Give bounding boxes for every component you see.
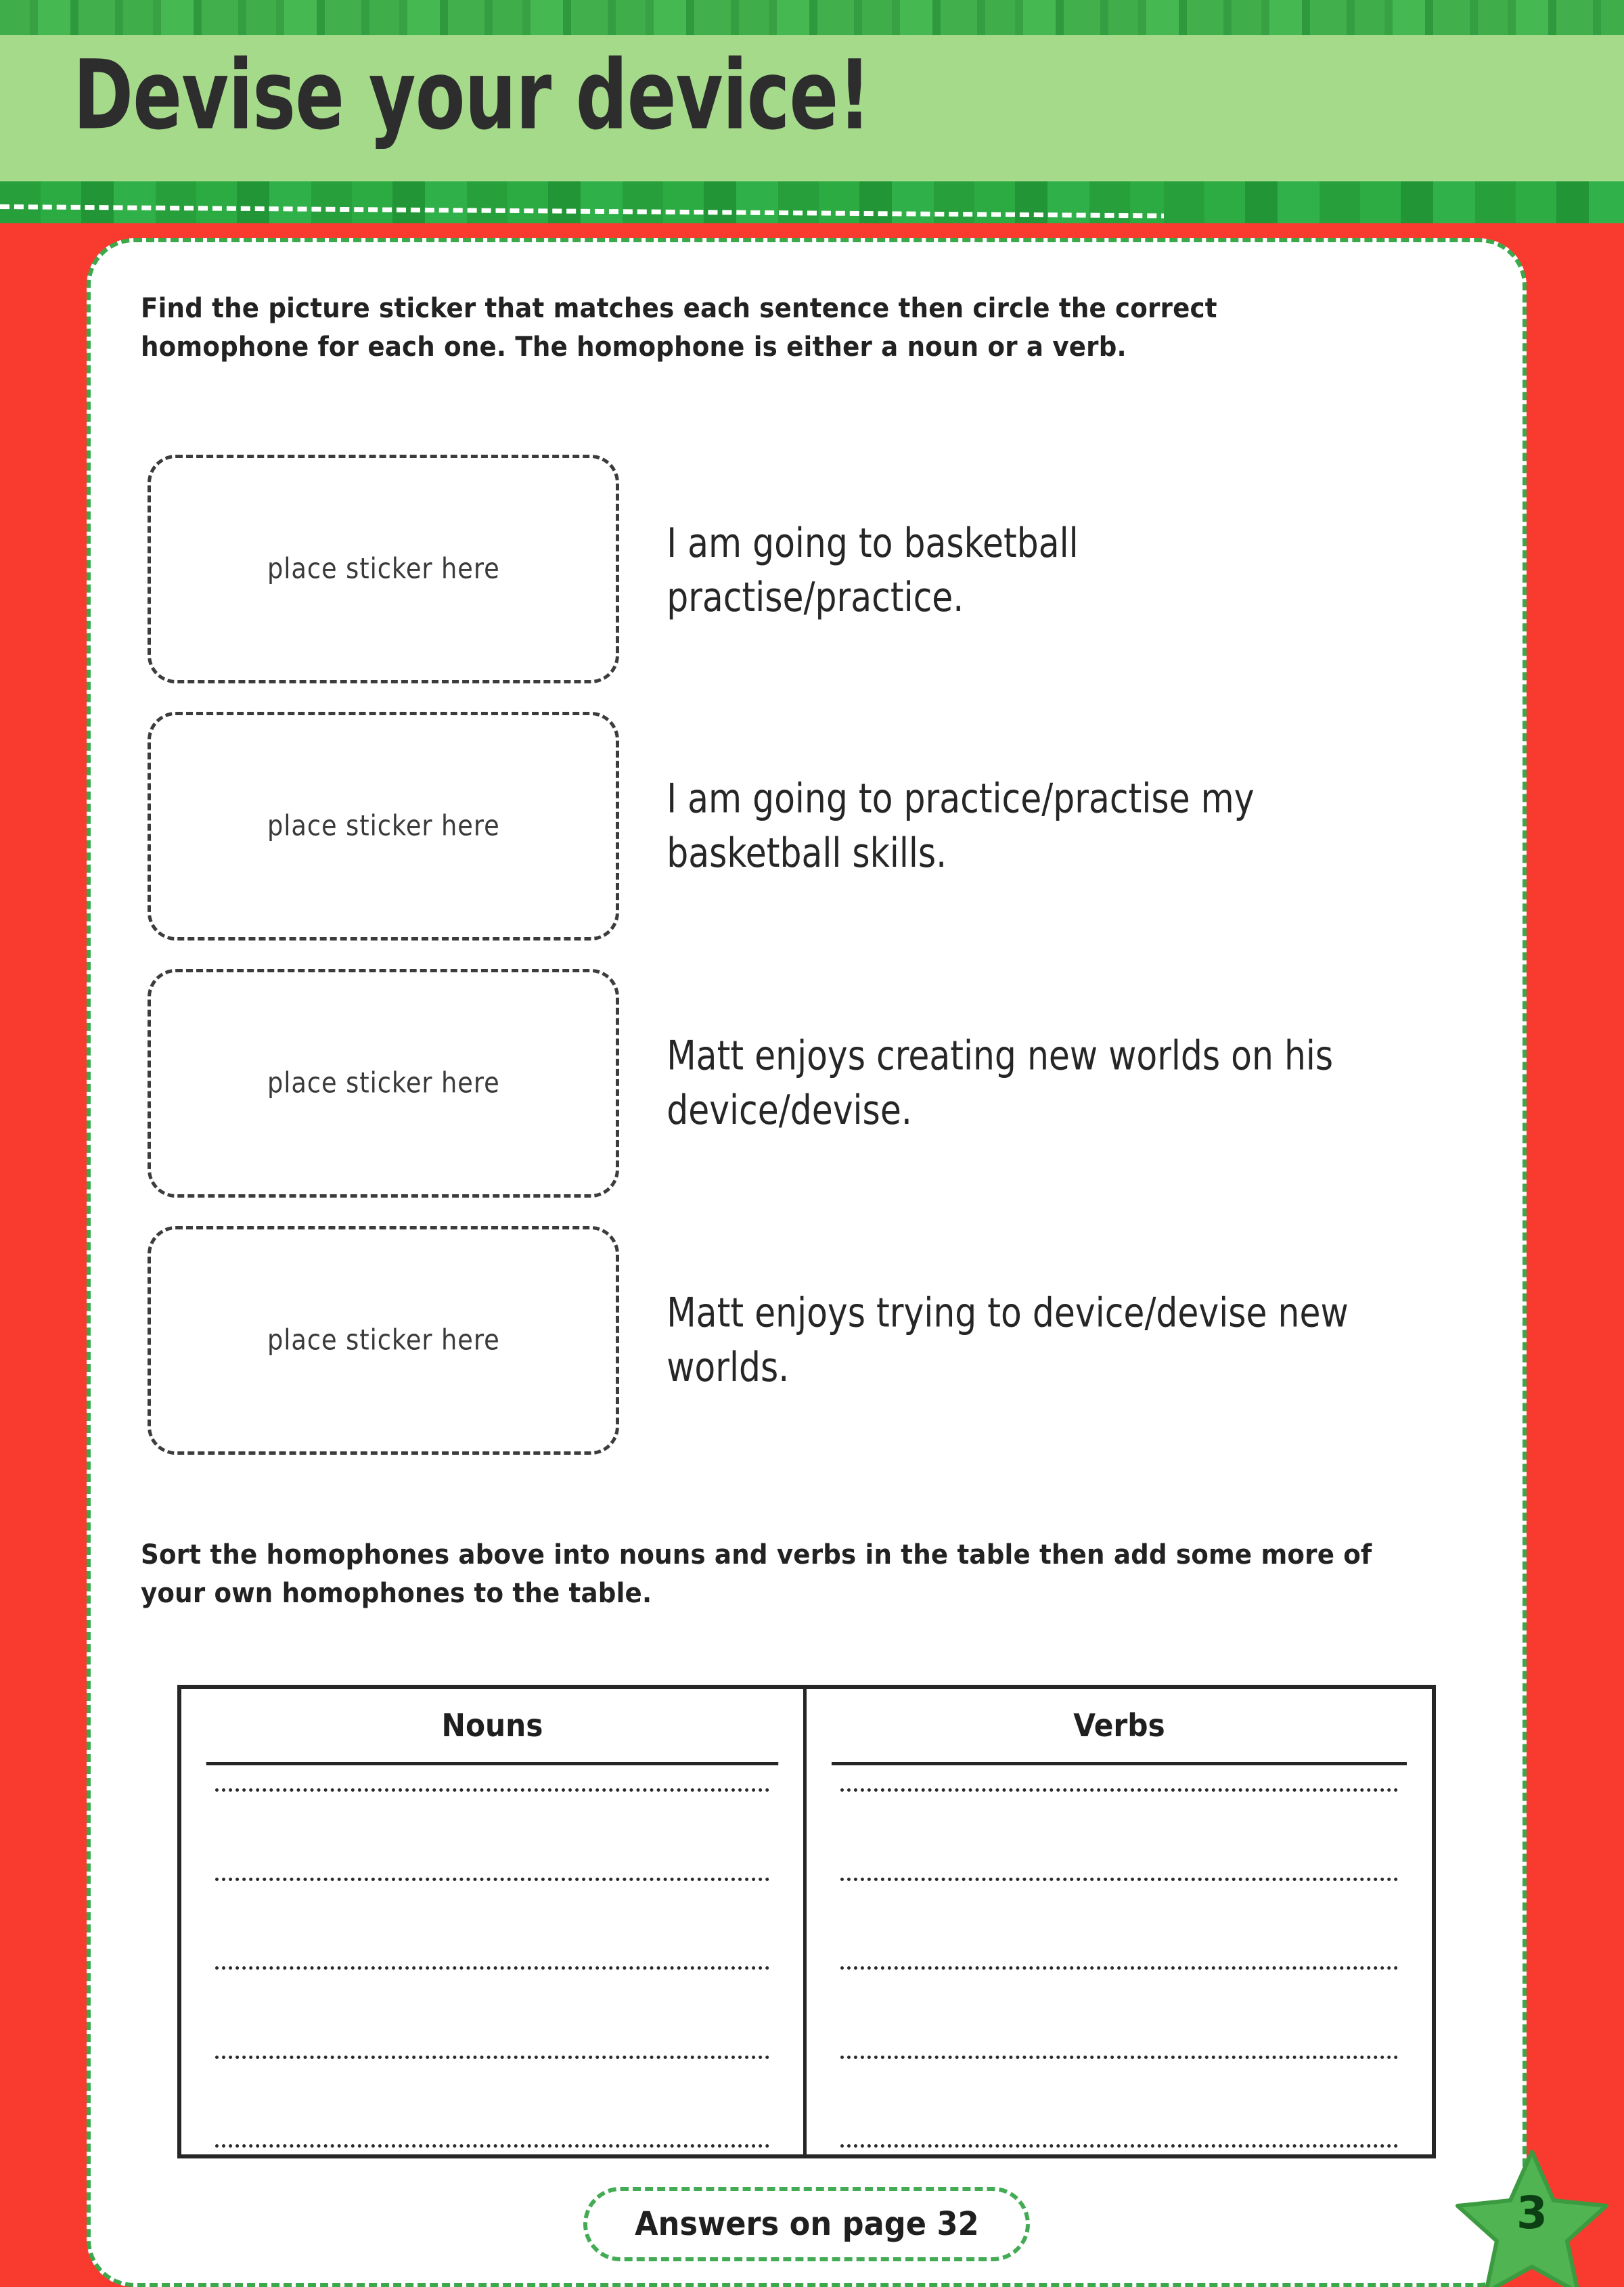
sentence-text: Matt enjoys trying to device/devise new worlds. <box>667 1290 1349 1391</box>
answers-reference-pill <box>583 2187 1030 2261</box>
sticker-placeholder-label: place sticker here <box>267 1323 500 1357</box>
sentence-text: I am going to practice/practise my basketball skills. <box>667 775 1255 877</box>
answer-line[interactable] <box>840 1966 1398 1970</box>
answer-line[interactable] <box>840 2144 1398 2148</box>
answers-reference-text: Answers on page 32 <box>634 2205 979 2243</box>
sticker-drop-zone[interactable] <box>148 1226 619 1455</box>
title-banner <box>0 35 1624 183</box>
page-title: Devise your device! <box>73 39 871 152</box>
answer-line[interactable] <box>215 2056 769 2059</box>
sticker-placeholder-label: place sticker here <box>267 809 500 843</box>
sentence-text: I am going to basketball practise/practice. <box>667 520 1079 622</box>
sticker-drop-zone[interactable] <box>148 969 619 1198</box>
column-header-verbs: Verbs <box>832 1689 1407 1765</box>
sticker-placeholder-label: place sticker here <box>267 1066 500 1100</box>
table-column-nouns <box>181 1689 807 2154</box>
nouns-verbs-table <box>177 1685 1436 2158</box>
sticker-drop-zone[interactable] <box>148 712 619 941</box>
answer-line[interactable] <box>215 1878 769 1881</box>
table-column-verbs <box>807 1689 1432 2154</box>
page-number-star <box>1453 2146 1610 2287</box>
sticker-drop-zone[interactable] <box>148 455 619 683</box>
list-item <box>148 455 1467 683</box>
sticker-sentence-list <box>148 455 1467 1483</box>
sticker-placeholder-label: place sticker here <box>267 552 500 586</box>
list-item <box>148 969 1467 1198</box>
answer-line[interactable] <box>215 1788 769 1792</box>
answer-line[interactable] <box>215 1966 769 1970</box>
answer-line[interactable] <box>840 2056 1398 2059</box>
answer-line[interactable] <box>215 2144 769 2148</box>
page-number-label: 3 <box>1516 2187 1548 2239</box>
answer-line[interactable] <box>840 1788 1398 1792</box>
instruction-sort: Sort the homophones above into nouns and verbs in the table then add some more of your own homophones to the table. <box>141 1539 1372 1609</box>
column-header-nouns: Nouns <box>206 1689 778 1765</box>
table-column-verbs-body[interactable] <box>807 1765 1432 2154</box>
instruction-top: Find the picture sticker that matches each sentence then circle the correct homophone for each one. The homophone is either a noun or a verb. <box>141 293 1217 363</box>
answer-line[interactable] <box>840 1878 1398 1881</box>
list-item <box>148 1226 1467 1455</box>
list-item <box>148 712 1467 941</box>
sentence-text: Matt enjoys creating new worlds on his device/devise. <box>667 1033 1334 1134</box>
table-column-nouns-body[interactable] <box>181 1765 803 2154</box>
